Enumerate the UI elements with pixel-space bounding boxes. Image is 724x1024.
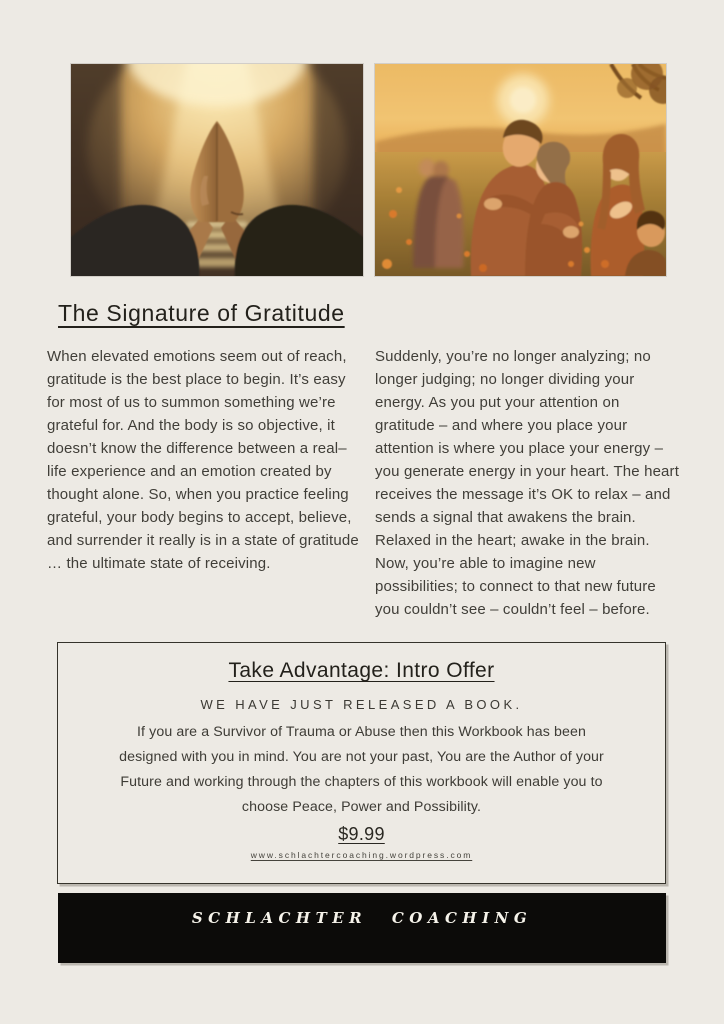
family-embrace-image [375, 64, 666, 276]
brand-name: SCHLACHTER COACHING [191, 909, 533, 927]
offer-title: Take Advantage: Intro Offer [228, 659, 495, 682]
page-title: The Signature of Gratitude [58, 300, 345, 326]
intro-offer-box [57, 642, 666, 884]
article-column-right: Suddenly, you’re no longer analyzing; no longer judging; no longer dividing your energy. As you put your attention on gratitude – and where you place your attention is where you place your energy – you generate energy in your heart. The heart receives the message it’s OK to relax – and sends a signal that awakens the brain. Relaxed in the heart; awake in the brain. Now, you’re able to imagine new possibilities; to connect to that new future you couldn’t see – couldn’t feel – before. [375, 348, 680, 618]
offer-subtitle: WE HAVE JUST RELEASED A BOOK. [200, 697, 523, 712]
footer-bar [58, 893, 666, 963]
praying-hands-image [71, 64, 363, 276]
offer-body-text: If you are a Survivor of Trauma or Abuse then this Workbook has been designed with you in mind. You are not your past, You are the Author of your Future and working through the chapters of this workbook will enable you to choose Peace, Power and Possibility. [119, 724, 604, 815]
offer-price: $9.99 [338, 824, 385, 844]
article-column-left: When elevated emotions seem out of reach, gratitude is the best place to begin. It’s easy for most of us to summon something we’re grateful for. And the body is so objective, it doesn’t know the difference between a real–life experience and an emotion created by thought alone. So, when you practice feeling grateful, your body begins to accept, believe, and surrender it really is in a state of gratitude … the ultimate state of receiving. [47, 348, 359, 572]
offer-url-link[interactable]: www.schlachtercoaching.wordpress.com [250, 850, 473, 860]
